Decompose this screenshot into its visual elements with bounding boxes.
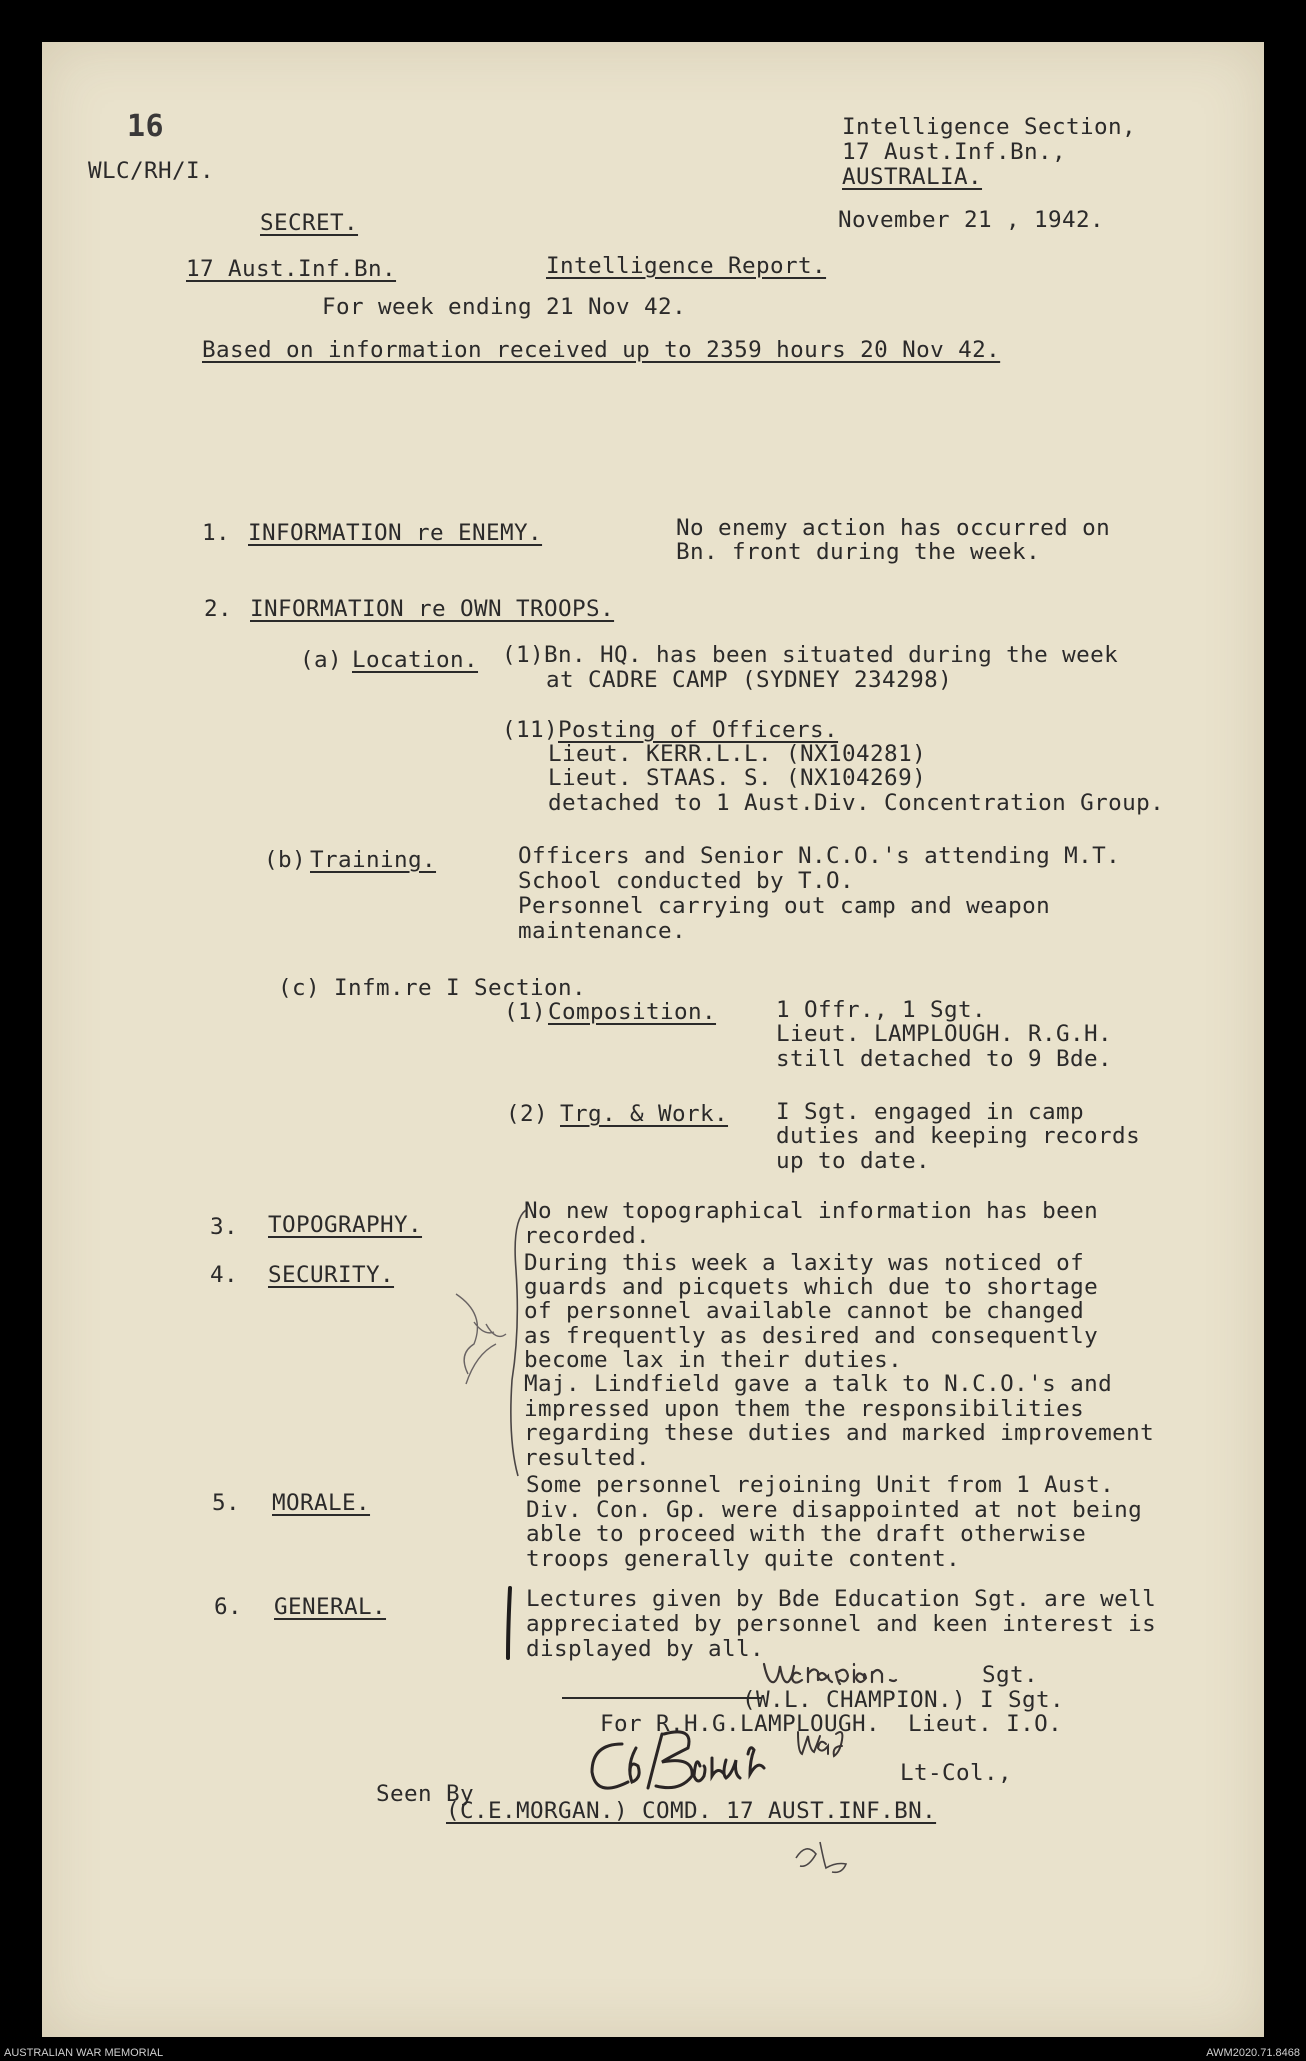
report-title: Intelligence Report. xyxy=(546,253,827,279)
section-heading-topography: TOPOGRAPHY. xyxy=(268,1212,423,1238)
seen-by-label: Seen By xyxy=(376,1781,475,1807)
body-line: troops generally quite content. xyxy=(526,1546,961,1572)
section-number: 1. xyxy=(202,520,231,546)
body-line: at CADRE CAMP (SYDNEY 234298) xyxy=(546,667,953,693)
reference-code: WLC/RH/I. xyxy=(88,158,215,184)
subsection-label: (a) xyxy=(300,647,343,673)
sender-line-3: AUSTRALIA. xyxy=(842,164,983,190)
body-line: guards and picquets which due to shortage xyxy=(524,1274,1099,1300)
body-line: Div. Con. Gp. were disappointed at not being xyxy=(526,1497,1143,1523)
document-page xyxy=(42,42,1264,2037)
section-number: 5. xyxy=(212,1490,241,1516)
subsection-label: (1) xyxy=(504,999,547,1025)
body-line: up to date. xyxy=(776,1148,931,1174)
body-line: duties and keeping records xyxy=(776,1123,1141,1149)
footer-accession: AWM2020.71.8468 xyxy=(1206,2047,1300,2059)
report-date: November 21 , 1942. xyxy=(838,207,1105,233)
based-on-line: Based on information received up to 2359 hours 20 Nov 42. xyxy=(202,337,1001,363)
section-number: 2. xyxy=(204,596,233,622)
section-number: 3. xyxy=(210,1214,239,1240)
body-line: Some personnel rejoining Unit from 1 Aust. xyxy=(526,1472,1115,1498)
subsection-heading-trg-work: Trg. & Work. xyxy=(560,1101,729,1127)
body-line: No enemy action has occurred on xyxy=(676,515,1111,541)
body-line: become lax in their duties. xyxy=(524,1347,903,1373)
signatory-name: (W.L. CHAMPION.) I Sgt. xyxy=(742,1687,1065,1713)
subsection-heading-composition: Composition. xyxy=(548,999,717,1025)
body-line: of personnel available cannot be changed xyxy=(524,1298,1085,1324)
stamp-mark: 16 xyxy=(127,109,164,144)
co-rank: Lt-Col., xyxy=(900,1760,1013,1786)
body-line: recorded. xyxy=(524,1223,651,1249)
subsection-label: (2) xyxy=(506,1101,549,1127)
signature-rule xyxy=(562,1697,762,1699)
margin-bracket xyxy=(426,1204,546,1484)
body-line: 1 Offr., 1 Sgt. xyxy=(776,997,987,1023)
subsection-heading-posting: Posting of Officers. xyxy=(558,717,839,743)
body-line: Officers and Senior N.C.O.'s attending M.T. xyxy=(518,843,1121,869)
body-line: Lieut. LAMPLOUGH. R.G.H. xyxy=(776,1021,1113,1047)
body-line: I Sgt. engaged in camp xyxy=(776,1099,1085,1125)
subsection-heading-location: Location. xyxy=(352,647,479,673)
section-heading-morale: MORALE. xyxy=(272,1490,371,1516)
body-line: impressed upon them the responsibilities xyxy=(524,1396,1085,1422)
body-line: able to proceed with the draft otherwise xyxy=(526,1521,1087,1547)
body-line: No new topographical information has been xyxy=(524,1198,1099,1224)
body-line: detached to 1 Aust.Div. Concentration Group. xyxy=(548,790,1165,816)
signatory-rank: Sgt. xyxy=(982,1662,1039,1688)
body-line: regarding these duties and marked improvement xyxy=(524,1420,1155,1446)
body-line: Lieut. KERR.L.L. (NX104281) xyxy=(548,741,927,767)
footer-credit: AUSTRALIAN WAR MEMORIAL xyxy=(4,2047,164,2059)
sender-line-2: 17 Aust.Inf.Bn., xyxy=(842,139,1067,165)
subsection-label: (b) xyxy=(264,847,307,873)
body-line: displayed by all. xyxy=(526,1636,765,1662)
body-line: appreciated by personnel and keen interest is xyxy=(526,1611,1157,1637)
body-line: Maj. Lindfield gave a talk to N.C.O.'s and xyxy=(524,1371,1113,1397)
body-line: Personnel carrying out camp and weapon xyxy=(518,893,1051,919)
subsection-heading-training: Training. xyxy=(310,847,437,873)
margin-bar xyxy=(500,1584,520,1664)
for-line: For R.H.G.LAMPLOUGH. Lieut. I.O. xyxy=(600,1711,1063,1737)
section-number: 6. xyxy=(214,1594,243,1620)
section-number: 4. xyxy=(210,1262,239,1288)
week-ending: For week ending 21 Nov 42. xyxy=(322,294,687,320)
sender-line-1: Intelligence Section, xyxy=(842,114,1137,140)
body-line: maintenance. xyxy=(518,918,687,944)
body-line: Bn. front during the week. xyxy=(676,539,1041,565)
co-name-line: (C.E.MORGAN.) COMD. 17 AUST.INF.BN. xyxy=(446,1798,937,1824)
body-line: resulted. xyxy=(524,1445,651,1471)
body-line: During this week a laxity was noticed of xyxy=(524,1250,1085,1276)
co-signature xyxy=(578,1714,938,1810)
body-line: Lieut. STAAS. S. (NX104269) xyxy=(548,765,927,791)
body-line: School conducted by T.O. xyxy=(518,868,855,894)
subsection-heading-infm: (c) Infm.re I Section. xyxy=(278,975,587,1001)
subsection-label: (11) xyxy=(502,717,559,743)
section-heading-security: SECURITY. xyxy=(268,1262,395,1288)
body-line: Lectures given by Bde Education Sgt. are well xyxy=(526,1586,1157,1612)
body-line: still detached to 9 Bde. xyxy=(776,1046,1113,1072)
section-heading-enemy: INFORMATION re ENEMY. xyxy=(248,520,543,546)
initials-mark xyxy=(786,1832,866,1876)
unit-name: 17 Aust.Inf.Bn. xyxy=(186,256,397,282)
classification: SECRET. xyxy=(260,210,359,236)
section-heading-own-troops: INFORMATION re OWN TROOPS. xyxy=(250,596,615,622)
section-heading-general: GENERAL. xyxy=(274,1594,387,1620)
body-line: as frequently as desired and consequently xyxy=(524,1323,1099,1349)
body-line: (1)Bn. HQ. has been situated during the week xyxy=(502,642,1119,668)
